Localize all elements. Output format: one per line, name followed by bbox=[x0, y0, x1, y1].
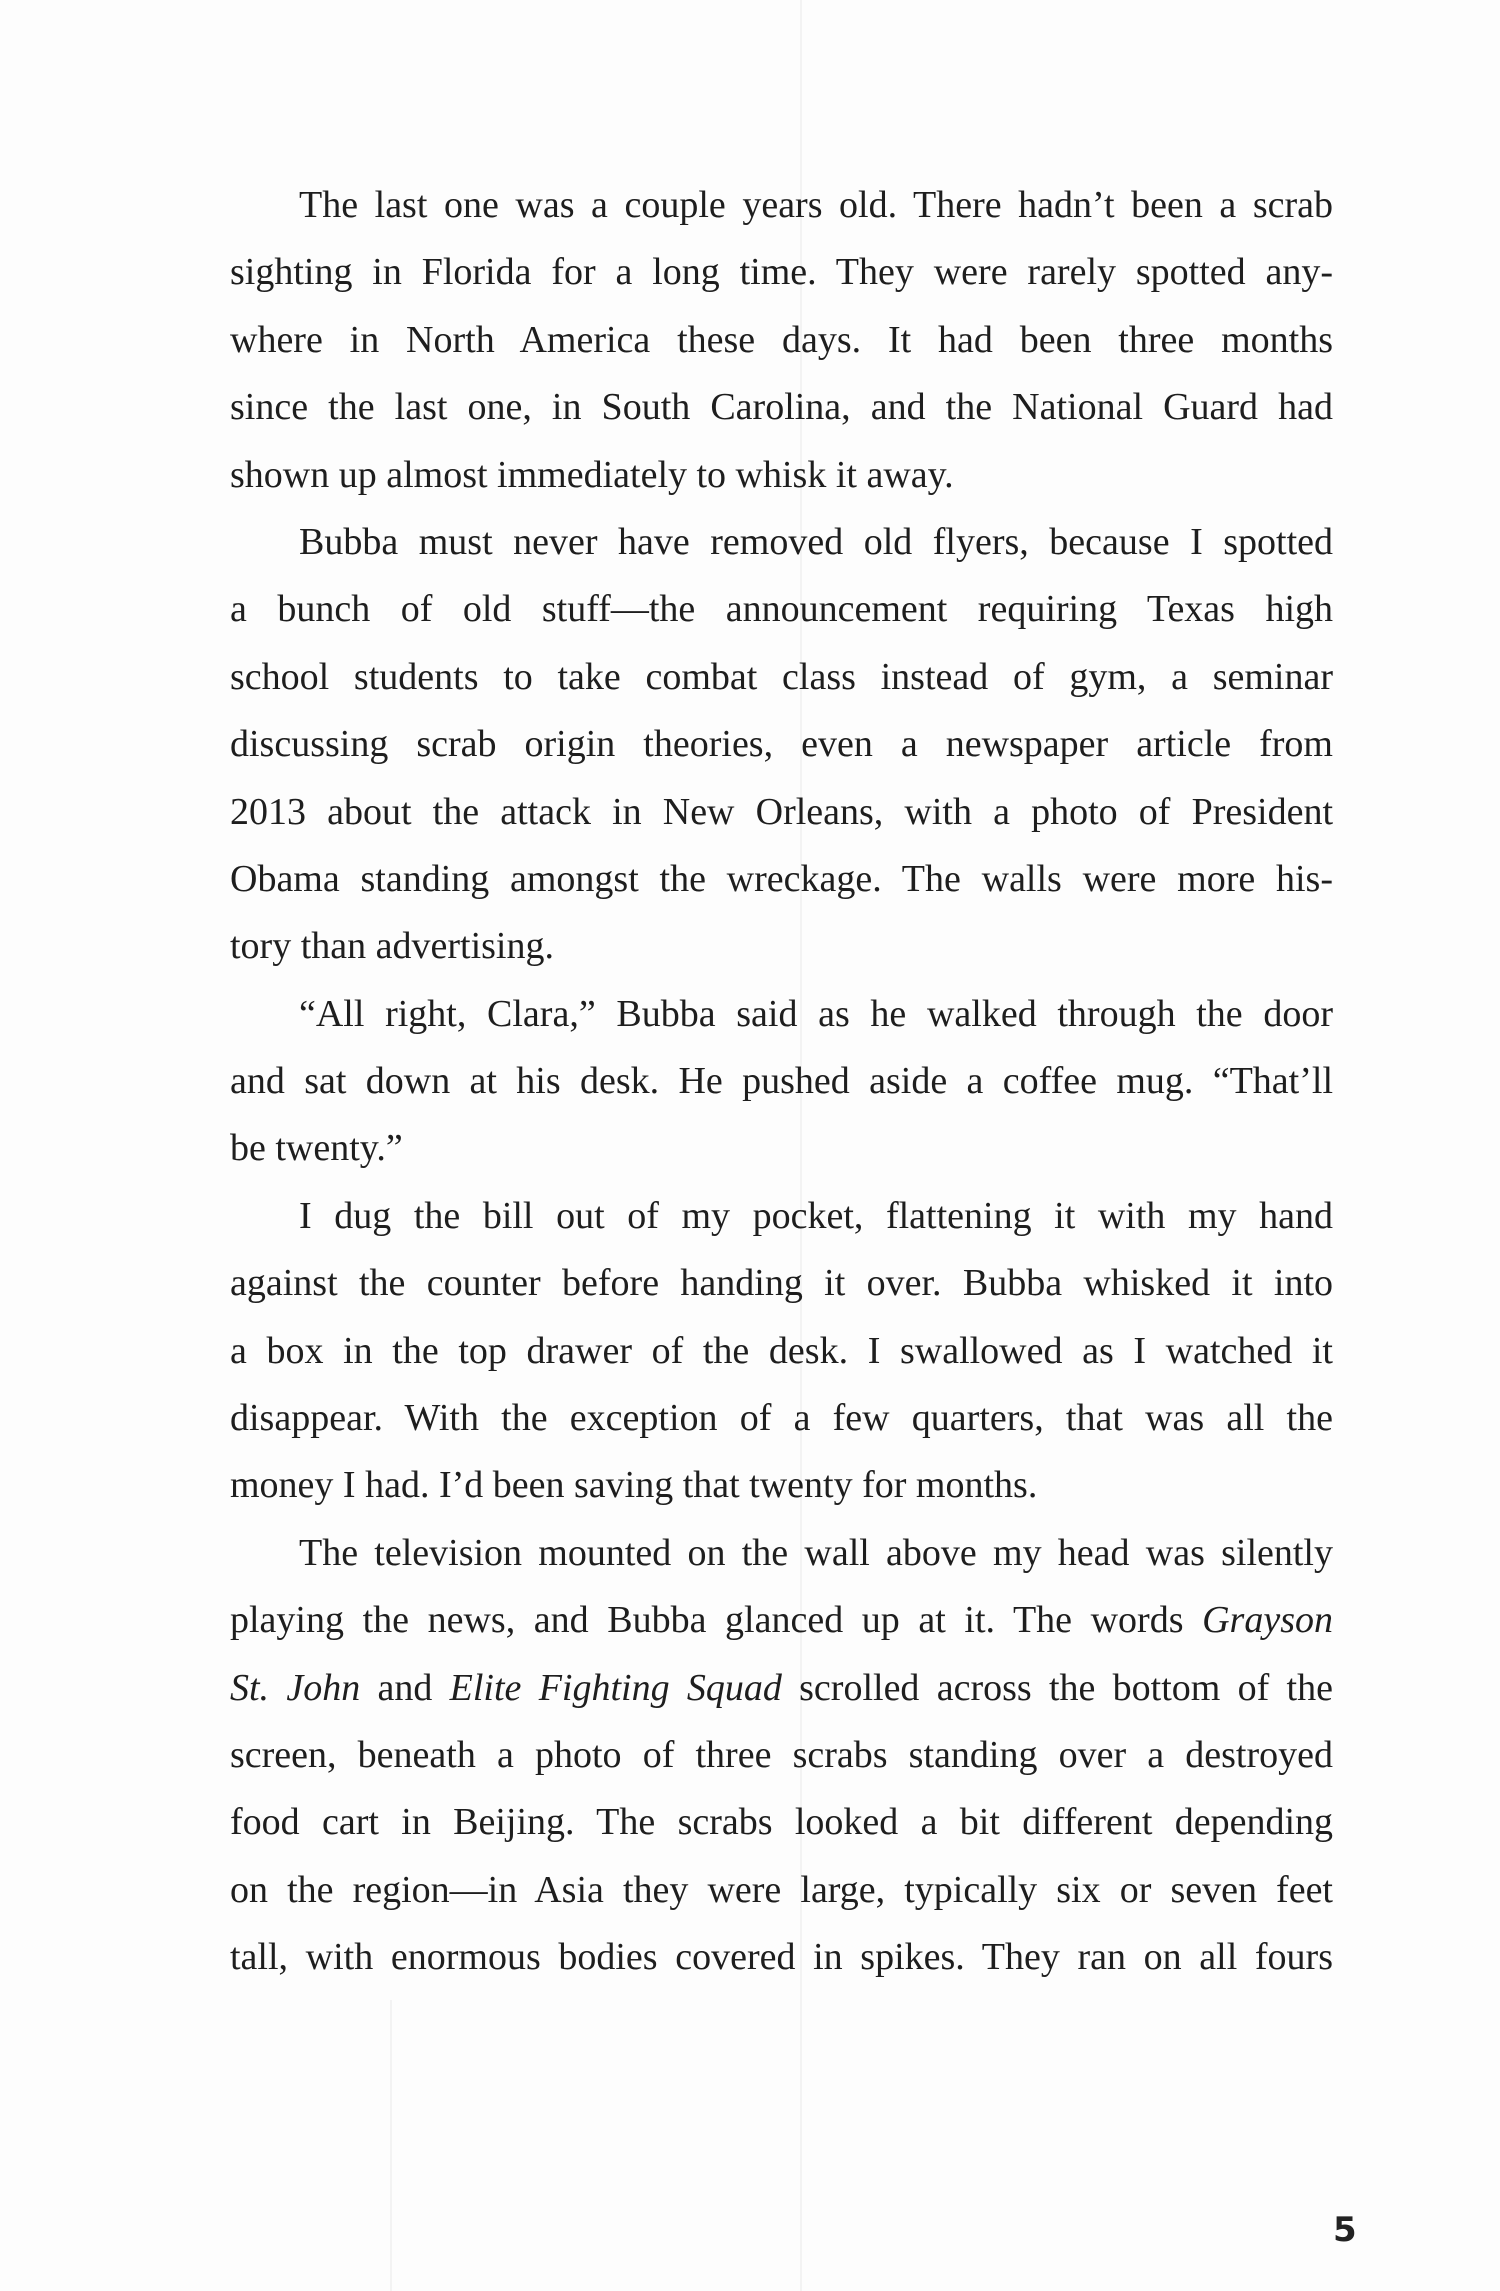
italic-text: St. John bbox=[230, 1666, 361, 1709]
text-segment: Obama standing amongst the wreckage. The walls were more his- bbox=[230, 857, 1333, 900]
text-line bbox=[230, 1520, 1333, 1587]
text-line bbox=[230, 644, 1333, 711]
text-line bbox=[230, 1318, 1333, 1385]
text-line bbox=[230, 1789, 1333, 1856]
text-segment: since the last one, in South Carolina, and the National Guard had bbox=[230, 386, 1333, 429]
text-line bbox=[230, 1857, 1333, 1924]
text-segment: scrolled across the bottom of the bbox=[781, 1666, 1333, 1709]
text-line bbox=[230, 239, 1333, 306]
paper-crease bbox=[390, 2000, 392, 2291]
text-line bbox=[230, 1115, 1333, 1182]
text-segment: I dug the bill out of my pocket, flattening it with my hand bbox=[299, 1194, 1333, 1237]
text-segment: disappear. With the exception of a few quarters, that was all the bbox=[230, 1397, 1333, 1440]
text-segment: The television mounted on the wall above my head was silently bbox=[299, 1531, 1333, 1574]
text-segment: where in North America these days. It had been three months bbox=[230, 318, 1333, 361]
page-number: 5 bbox=[1333, 2210, 1357, 2250]
text-segment: and sat down at his desk. He pushed aside a coffee mug. “That’ll bbox=[230, 1060, 1333, 1103]
text-line bbox=[230, 1048, 1333, 1115]
text-segment: school students to take combat class instead of gym, a seminar bbox=[230, 655, 1333, 698]
text-line bbox=[230, 442, 1333, 509]
text-segment: tall, with enormous bodies covered in spikes. They ran on all fours bbox=[230, 1936, 1333, 1979]
text-line bbox=[230, 172, 1333, 239]
text-segment: on the region—in Asia they were large, typically six or seven feet bbox=[230, 1868, 1333, 1911]
text-line bbox=[230, 846, 1333, 913]
text-segment: Bubba must never have removed old flyers, because I spotted bbox=[299, 520, 1333, 563]
text-line bbox=[230, 1385, 1333, 1452]
text-segment: “All right, Clara,” Bubba said as he walked through the door bbox=[299, 992, 1333, 1035]
text-segment: tory than advertising. bbox=[230, 925, 554, 968]
text-line bbox=[230, 1924, 1333, 1991]
text-line bbox=[230, 913, 1333, 980]
text-segment: sighting in Florida for a long time. They were rarely spotted any- bbox=[230, 251, 1333, 294]
text-segment: 2013 about the attack in New Orleans, with a photo of President bbox=[230, 790, 1333, 833]
text-line bbox=[230, 307, 1333, 374]
text-line bbox=[230, 1655, 1333, 1722]
text-line bbox=[230, 1587, 1333, 1654]
text-segment: shown up almost immediately to whisk it away. bbox=[230, 453, 954, 496]
text-segment: and bbox=[360, 1666, 450, 1709]
text-segment: screen, beneath a photo of three scrabs standing over a destroyed bbox=[230, 1733, 1333, 1776]
text-line bbox=[230, 1250, 1333, 1317]
text-line bbox=[230, 374, 1333, 441]
text-segment: food cart in Beijing. The scrabs looked a bit different depending bbox=[230, 1801, 1333, 1844]
text-line bbox=[230, 1183, 1333, 1250]
body-text bbox=[230, 172, 1333, 1992]
text-line bbox=[230, 779, 1333, 846]
text-line bbox=[230, 576, 1333, 643]
text-line bbox=[230, 981, 1333, 1048]
text-line bbox=[230, 1452, 1333, 1519]
text-segment: against the counter before handing it over. Bubba whisked it into bbox=[230, 1262, 1333, 1305]
text-segment: money I had. I’d been saving that twenty for months. bbox=[230, 1464, 1038, 1507]
text-line bbox=[230, 509, 1333, 576]
text-line bbox=[230, 1722, 1333, 1789]
text-line bbox=[230, 711, 1333, 778]
text-segment: discussing scrab origin theories, even a newspaper article from bbox=[230, 723, 1333, 766]
italic-text: Grayson bbox=[1202, 1599, 1333, 1642]
text-segment: playing the news, and Bubba glanced up at it. The words bbox=[230, 1599, 1203, 1642]
text-segment: be twenty.” bbox=[230, 1127, 403, 1170]
text-segment: a box in the top drawer of the desk. I swallowed as I watched it bbox=[230, 1329, 1333, 1372]
text-segment: a bunch of old stuff—the announcement requiring Texas high bbox=[230, 588, 1333, 631]
text-segment: The last one was a couple years old. There hadn’t been a scrab bbox=[299, 184, 1333, 226]
italic-text: Elite Fighting Squad bbox=[449, 1666, 782, 1709]
